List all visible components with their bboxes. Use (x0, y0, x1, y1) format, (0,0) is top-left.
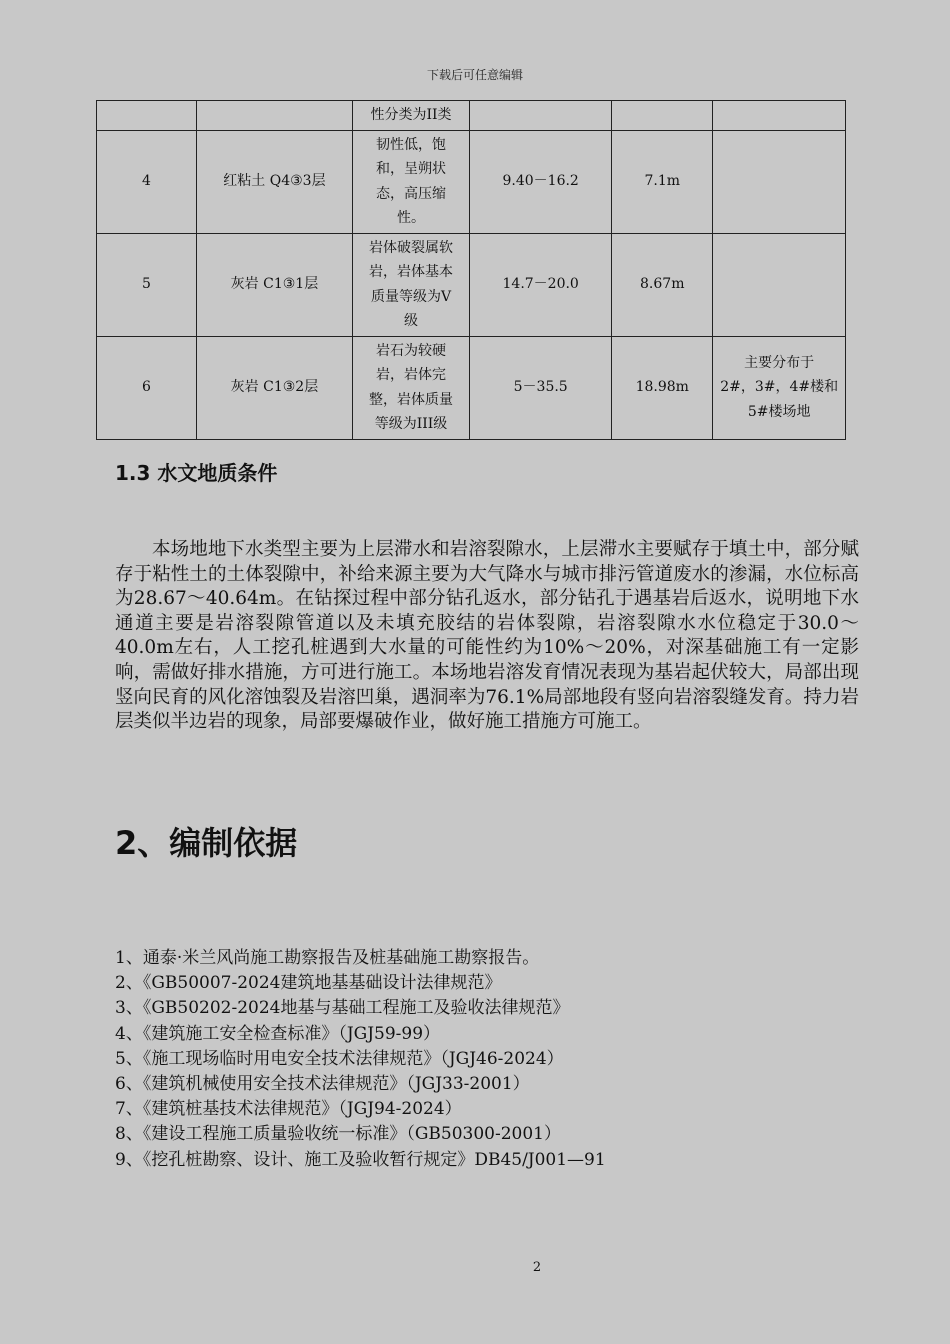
layer-range: 5－35.5 (470, 336, 612, 439)
section-heading-hydrogeology: 1.3 水文地质条件 (115, 461, 278, 485)
table-cell (612, 101, 713, 131)
note-line: 5#楼场地 (747, 403, 811, 420)
desc-line: 岩体破裂属软 (369, 239, 454, 256)
layer-no: 6 (97, 336, 197, 439)
layer-note (713, 130, 846, 233)
desc-line: 和，呈朔状 (376, 161, 447, 177)
list-item: 5、《施工现场临时用电安全技术法律规范》（JGJ46-2024） (115, 1048, 564, 1069)
table-row (97, 130, 846, 233)
layer-name: 灰岩 C1③2层 (197, 336, 353, 439)
list-item: 6、《建筑机械使用安全技术法律规范》（JGJ33-2001） (115, 1074, 530, 1095)
table-cell (197, 101, 353, 131)
list-item: 2、《GB50007-2024建筑地基基础设计法律规范》 (115, 973, 502, 994)
layer-desc (352, 130, 469, 233)
layer-thickness: 8.67m (612, 233, 713, 336)
desc-line: 岩石为较硬 (376, 342, 447, 359)
geology-table (96, 100, 846, 440)
list-item: 7、《建筑桩基技术法律规范》（JGJ94-2024） (115, 1099, 462, 1120)
page-number: 2 (532, 1260, 542, 1275)
desc-line: 态，高压缩 (376, 185, 447, 202)
table-cell-desc: 性分类为II类 (352, 101, 469, 131)
list-item: 1、通泰·米兰风尚施工勘察报告及桩基础施工勘察报告。 (115, 948, 540, 968)
table-cell (713, 101, 846, 131)
layer-range: 9.40－16.2 (470, 130, 612, 233)
note-line: 主要分布于 (744, 354, 815, 371)
desc-line: 级 (404, 313, 419, 329)
layer-note (713, 336, 846, 439)
desc-line: 岩，岩体完 (376, 367, 447, 383)
page-header: 下载后可任意编辑 (426, 68, 523, 82)
list-item: 4、《建筑施工安全检查标准》（JGJ59-99） (115, 1023, 441, 1044)
desc-line: 等级为III级 (374, 416, 448, 432)
hydrogeology-paragraph: 本场地地下水类型主要为上层滞水和岩溶裂隙水，上层滞水主要赋存于填土中，部分赋存于粘性土的土体裂隙中，补给来源主要为大气降水与城市排污管道废水的渗漏，水位标高为28.67～40.64m。在钻探过程中部分钻孔返水，部分钻孔于遇基岩后返水，说明地下水通道主要是岩溶裂隙管道以及未填充胶结的岩体裂隙，岩溶裂隙水水位稳定于30.0～40.0m左右，人工挖孔桩遇到大水量的可能性约为10%～20%，对深基础施工有一定影响，需做好排水措施，方可进行施工。本场地岩溶发育情况表现为基岩起伏较大，局部出现竖向民育的风化溶蚀裂及岩溶凹巢，遇洞率为76.1%局部地段有竖向岩溶裂缝发育。持力岩层类似半边岩的现象，局部要爆破作业，做好施工措施方可施工。 (115, 539, 859, 733)
desc-line: 质量等级为Ⅴ (370, 288, 452, 305)
layer-desc (352, 336, 469, 439)
layer-thickness: 7.1m (612, 130, 713, 233)
layer-no: 4 (97, 130, 197, 233)
layer-desc (352, 233, 469, 336)
table-row (97, 336, 846, 439)
layer-note (713, 233, 846, 336)
table-cell (97, 101, 197, 131)
note-line: 2#，3#，4#楼和 (720, 379, 839, 396)
desc-line: 韧性低，饱 (376, 136, 447, 153)
layer-name: 灰岩 C1③1层 (197, 233, 353, 336)
table-row (97, 101, 846, 131)
layer-no: 5 (97, 233, 197, 336)
desc-line: 岩，岩体基本 (369, 264, 454, 280)
table-cell (470, 101, 612, 131)
layer-thickness: 18.98m (612, 336, 713, 439)
basis-list (115, 946, 875, 1173)
section-heading-basis: 2、编制依据 (115, 824, 298, 862)
table-row (97, 233, 846, 336)
desc-line: 性。 (397, 210, 426, 226)
list-item: 9、《挖孔桩勘察、设计、施工及验收暂行规定》DB45/J001—91 (115, 1149, 606, 1170)
layer-name: 红粘土 Q4③3层 (197, 130, 353, 233)
desc-line: 整，岩体质量 (369, 391, 454, 408)
list-item: 3、《GB50202-2024地基与基础工程施工及验收法律规范》 (115, 998, 570, 1019)
layer-range: 14.7－20.0 (470, 233, 612, 336)
list-item: 8、《建设工程施工质量验收统一标准》（GB50300-2001） (115, 1124, 561, 1145)
